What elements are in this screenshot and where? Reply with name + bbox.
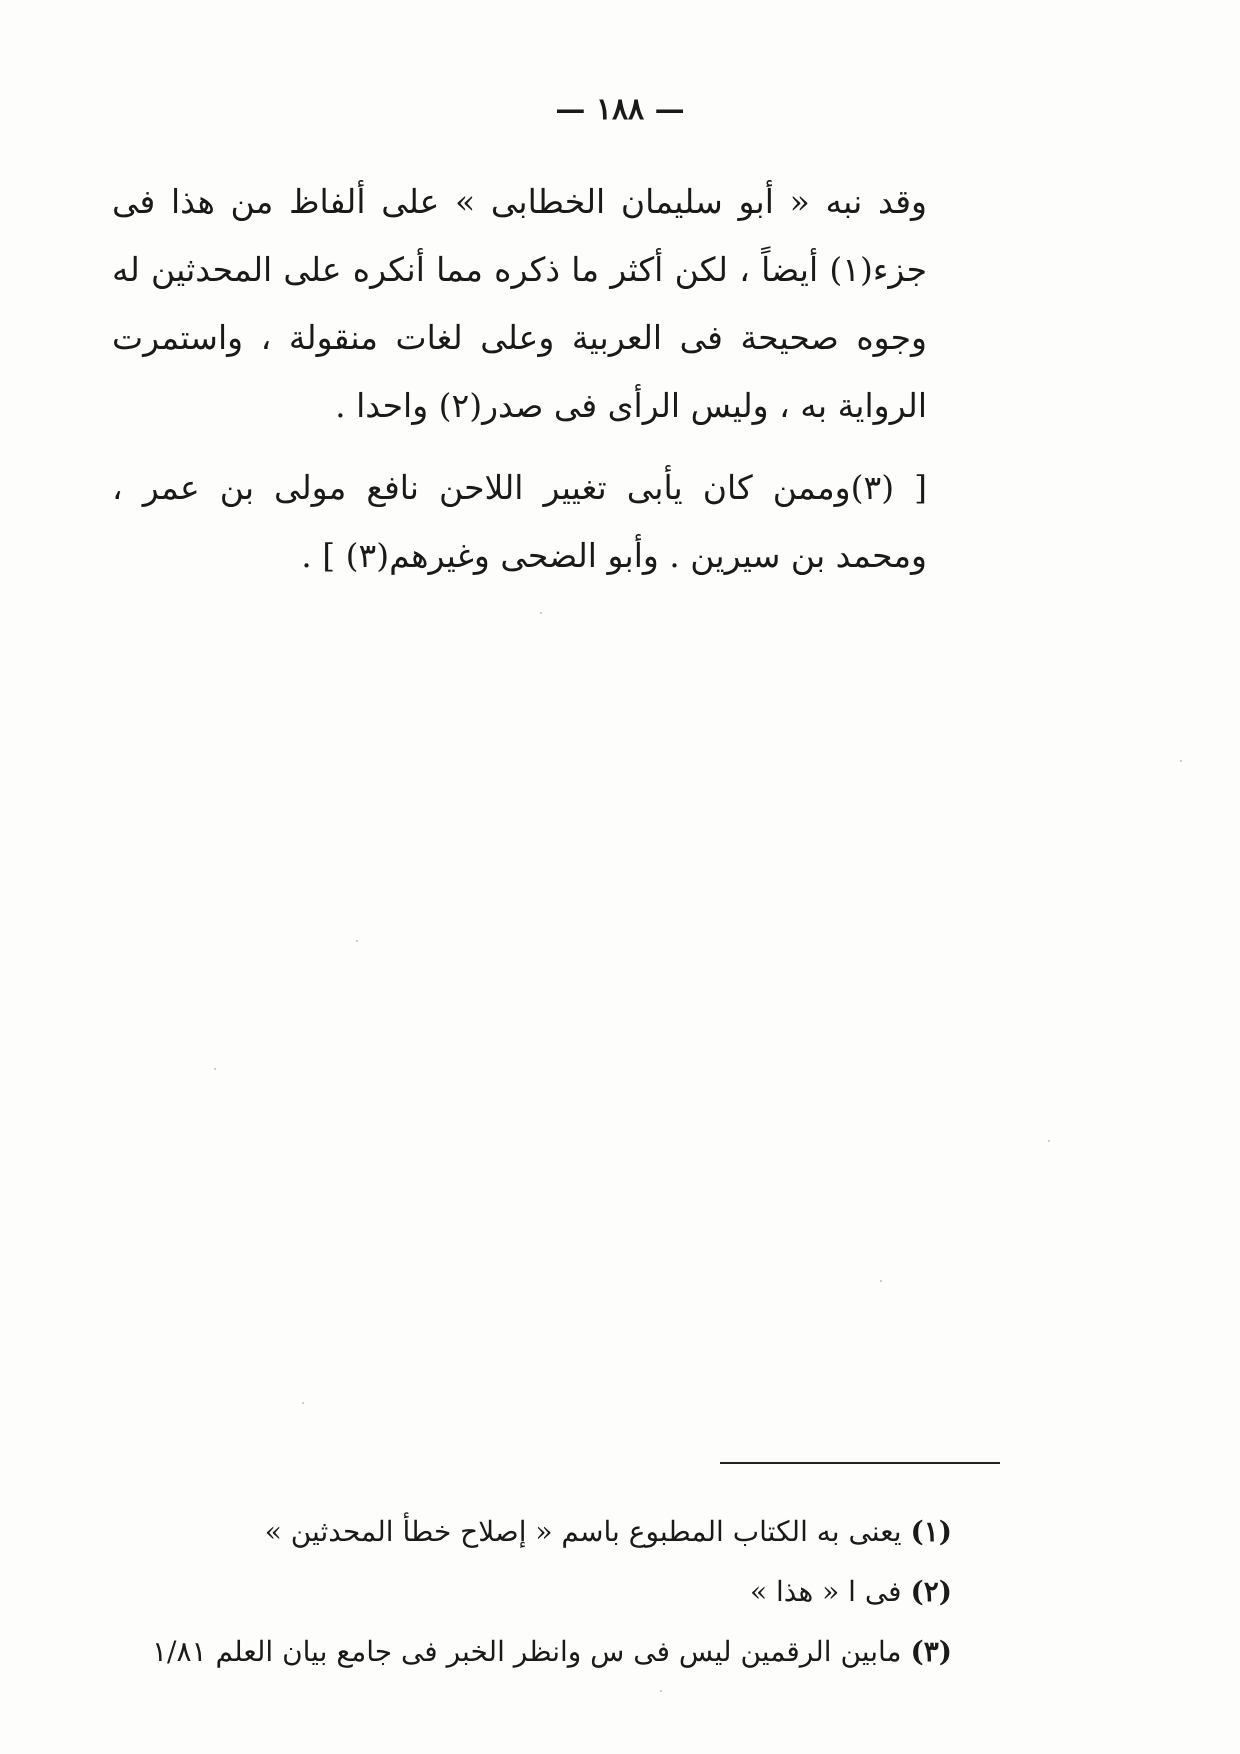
scan-speck	[660, 1690, 662, 1692]
page-number: — ١٨٨ —	[555, 92, 685, 127]
footnote-text: مابين الرقمين ليس فى س وانظر الخبر فى جامع بيان العلم ١/٨١	[152, 1635, 902, 1668]
scan-speck	[214, 1068, 216, 1070]
scan-speck	[1180, 760, 1182, 762]
paragraph-1: وقد نبه « أبو سليمان الخطابى » على ألفاظ من هذا فى جزء(١) أيضاً ، لكن أكثر ما ذكره مما أنكره على المحدثين له وجوه صحيحة فى العربية وعلى لغات منقولة ، واستمرت الرواية به ، وليس الرأى فى صدر(٢) واحدا .	[112, 182, 927, 425]
scan-speck	[540, 612, 542, 614]
footnote-number: (٣)	[910, 1635, 952, 1668]
footnote-number: (١)	[910, 1515, 952, 1548]
footnotes	[152, 1502, 952, 1682]
scan-speck	[880, 1280, 882, 1282]
main-text	[112, 168, 972, 590]
footnote-2	[200, 1562, 952, 1622]
footnote-text: يعنى به الكتاب المطبوع باسم « إصلاح خطأ المحدثين »	[264, 1515, 902, 1548]
footnote-text: فى ا « هذا »	[749, 1575, 902, 1608]
scan-speck	[356, 940, 358, 942]
footnote-3	[152, 1622, 952, 1682]
scan-speck	[302, 1402, 304, 1404]
footnote-number: (٢)	[910, 1575, 952, 1608]
scan-speck	[1048, 1140, 1050, 1142]
paragraph-2: [ (٣)وممن كان يأبى تغيير اللاحن نافع مولى بن عمر ، ومحمد بن سيرين . وأبو الضحى وغيرهم(٣) ] .	[112, 468, 927, 575]
footnote-1	[200, 1502, 952, 1562]
footnote-separator	[720, 1462, 1000, 1464]
